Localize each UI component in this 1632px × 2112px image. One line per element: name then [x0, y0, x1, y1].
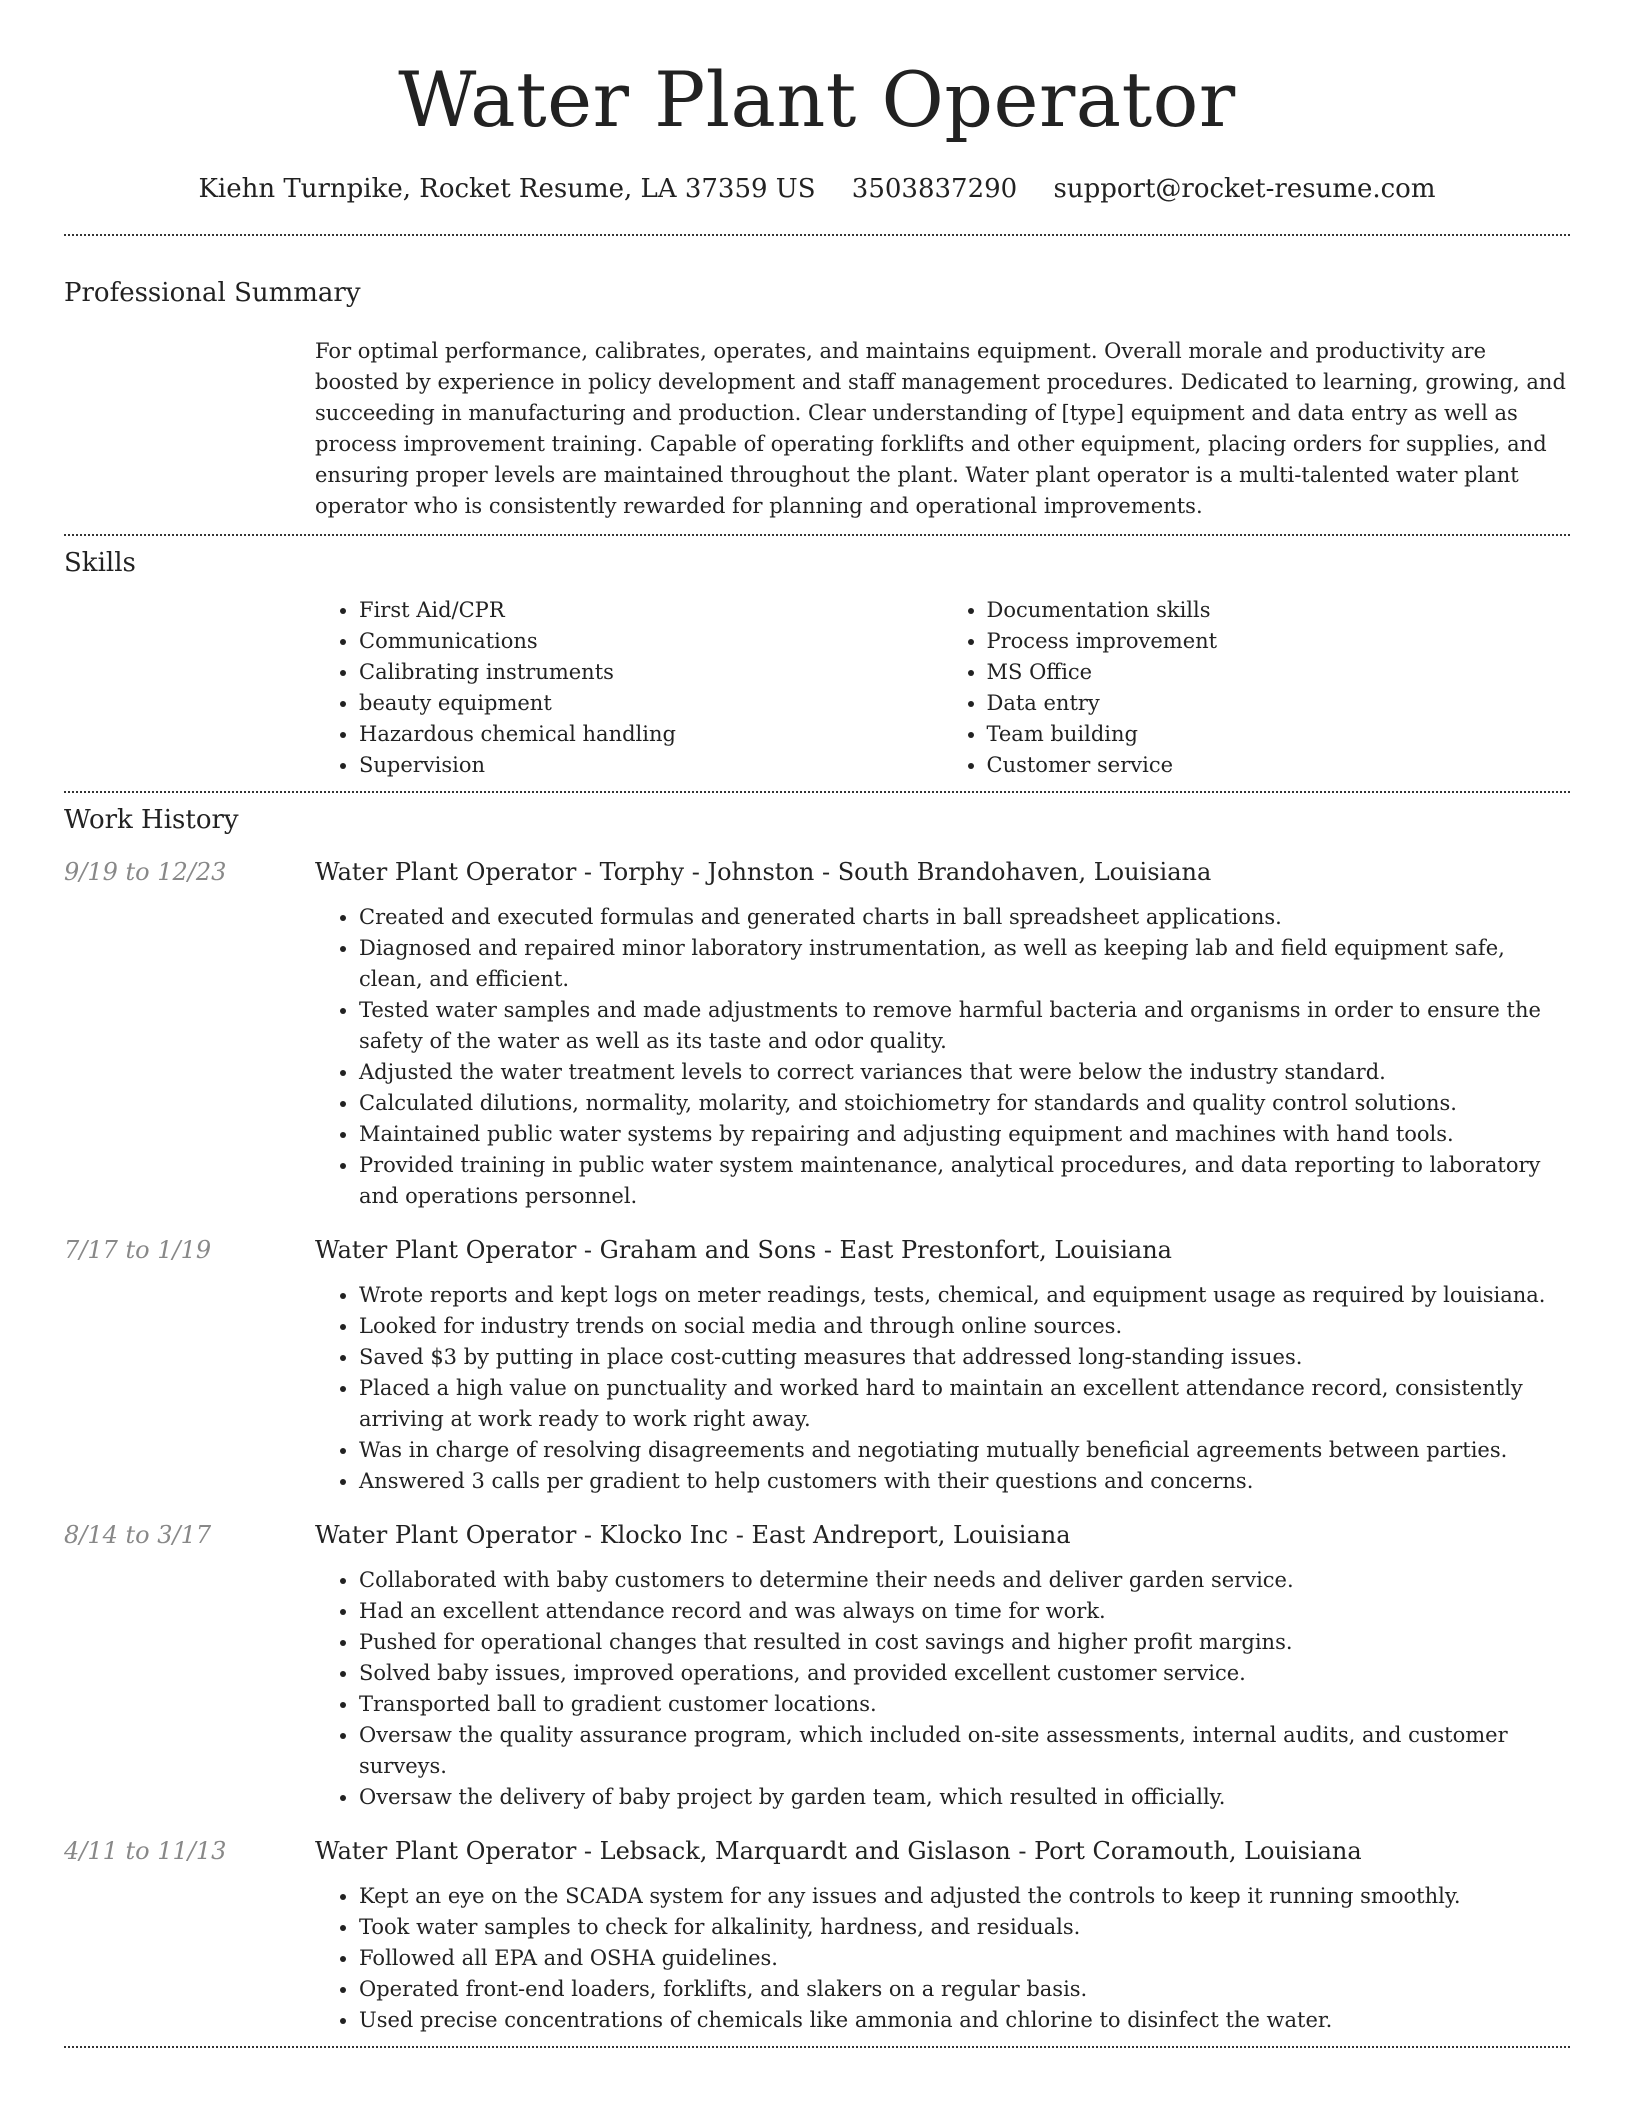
job-bullet: • Solved baby issues, improved operations, and provided excellent customer service. [359, 1658, 1570, 1689]
skills-grid [315, 595, 1570, 791]
job-bullet: • Used precise concentrations of chemicals like ammonia and chlorine to disinfect the water. [359, 2005, 1570, 2036]
job-body [315, 1518, 1570, 1813]
job-bullet: • Had an excellent attendance record and was always on time for work. [359, 1596, 1570, 1627]
job-bullet: • Oversaw the quality assurance program, which included on-site assessments, internal audits, and customer surveys. [359, 1720, 1570, 1782]
divider [64, 534, 1570, 536]
skill-item: • beauty equipment [359, 688, 943, 719]
skill-item: • Supervision [359, 750, 943, 781]
job-entry [64, 1834, 1570, 2036]
job-entry [64, 1233, 1570, 1497]
job-bullet: • Looked for industry trends on social media and through online sources. [359, 1311, 1570, 1342]
resume-name: Water Plant Operator [398, 55, 1236, 144]
skills-list-right [943, 595, 1571, 781]
skill-item: • Calibrating instruments [359, 657, 943, 688]
skill-item: • Documentation skills [987, 595, 1571, 626]
job-bullets [315, 1280, 1570, 1497]
job-bullet: • Kept an eye on the SCADA system for any issues and adjusted the controls to keep it running smoothly. [359, 1881, 1570, 1912]
job-bullet: • Tested water samples and made adjustments to remove harmful bacteria and organisms in order to ensure the safety of the water as well as its taste and odor quality. [359, 995, 1570, 1057]
work-heading: Work History [64, 805, 239, 835]
job-entry [64, 855, 1570, 1212]
job-bullet: • Wrote reports and kept logs on meter readings, tests, chemical, and equipment usage as required by louisiana. [359, 1280, 1570, 1311]
job-bullet: • Was in charge of resolving disagreements and negotiating mutually beneficial agreements between parties. [359, 1435, 1570, 1466]
skills-list-left [315, 595, 943, 781]
contact-email: support@rocket-resume.com [1053, 174, 1436, 204]
job-bullet: • Calculated dilutions, normality, molarity, and stoichiometry for standards and quality control solutions. [359, 1088, 1570, 1119]
skills-heading: Skills [64, 548, 136, 578]
job-bullet: • Diagnosed and repaired minor laboratory instrumentation, as well as keeping lab and field equipment safe, clean, and efficient. [359, 933, 1570, 995]
job-bullet: • Oversaw the delivery of baby project by garden team, which resulted in officially. [359, 1782, 1570, 1813]
contact-address: Kiehn Turnpike, Rocket Resume, LA 37359 US [198, 174, 816, 204]
divider [64, 791, 1570, 793]
divider [64, 234, 1570, 236]
skill-item: • Customer service [987, 750, 1571, 781]
job-body [315, 1834, 1570, 2036]
skill-item: • Hazardous chemical handling [359, 719, 943, 750]
job-bullets [315, 1565, 1570, 1813]
job-bullet: • Transported ball to gradient customer locations. [359, 1689, 1570, 1720]
job-bullet: • Placed a high value on punctuality and worked hard to maintain an excellent attendance record, consistently arriving at work ready to work right away. [359, 1373, 1570, 1435]
skill-item: • Data entry [987, 688, 1571, 719]
divider [64, 2046, 1570, 2048]
skill-item: • Communications [359, 626, 943, 657]
skill-item: • MS Office [987, 657, 1571, 688]
summary-heading: Professional Summary [64, 278, 361, 308]
job-bullet: • Followed all EPA and OSHA guidelines. [359, 1943, 1570, 1974]
job-entry [64, 1518, 1570, 1813]
job-title: Water Plant Operator - Graham and Sons - East Prestonfort, Louisiana [315, 1236, 1172, 1264]
job-bullet: • Pushed for operational changes that resulted in cost savings and higher profit margins. [359, 1627, 1570, 1658]
job-dates: 8/14 to 3/17 [64, 1521, 212, 1549]
job-bullet: • Answered 3 calls per gradient to help customers with their questions and concerns. [359, 1466, 1570, 1497]
job-bullet: • Operated front-end loaders, forklifts, and slakers on a regular basis. [359, 1974, 1570, 2005]
job-title: Water Plant Operator - Torphy - Johnston - South Brandohaven, Louisiana [315, 858, 1212, 886]
skill-item: • First Aid/CPR [359, 595, 943, 626]
job-bullet: • Took water samples to check for alkalinity, hardness, and residuals. [359, 1912, 1570, 1943]
job-bullet: • Saved $3 by putting in place cost-cutting measures that addressed long-standing issues. [359, 1342, 1570, 1373]
skill-item: • Team building [987, 719, 1571, 750]
job-bullets [315, 1881, 1570, 2036]
job-bullet: • Maintained public water systems by repairing and adjusting equipment and machines with hand tools. [359, 1119, 1570, 1150]
job-dates: 9/19 to 12/23 [64, 858, 227, 886]
summary-text: For optimal performance, calibrates, operates, and maintains equipment. Overall morale and productivity are boosted by experience in policy development and staff management procedures. Dedicated to learning, growing, and succeeding in manufacturing and production. Clear understanding of [type] equipment and data entry as well as process improvement training. Capable of operating forklifts and other equipment, placing orders for supplies, and ensuring proper levels are maintained throughout the plant. Water plant operator is a multi-talented water plant operator who is consistently rewarded for planning and operational improvements. [315, 339, 1566, 518]
job-title: Water Plant Operator - Lebsack, Marquardt and Gislason - Port Coramouth, Louisiana [315, 1837, 1362, 1865]
job-bullet: • Adjusted the water treatment levels to correct variances that were below the industry standard. [359, 1057, 1570, 1088]
job-bullet: • Provided training in public water system maintenance, analytical procedures, and data reporting to laboratory and operations personnel. [359, 1150, 1570, 1212]
job-title: Water Plant Operator - Klocko Inc - East Andreport, Louisiana [315, 1521, 1071, 1549]
contact-phone: 3503837290 [851, 174, 1018, 204]
skill-item: • Process improvement [987, 626, 1571, 657]
job-bullet: • Created and executed formulas and generated charts in ball spreadsheet applications. [359, 902, 1570, 933]
job-body [315, 1233, 1570, 1497]
resume-page [64, 0, 1570, 2048]
job-dates: 7/17 to 1/19 [64, 1236, 212, 1264]
job-bullets [315, 902, 1570, 1212]
job-bullet: • Collaborated with baby customers to determine their needs and deliver garden service. [359, 1565, 1570, 1596]
contact-line [64, 172, 1570, 206]
job-body [315, 855, 1570, 1212]
job-dates: 4/11 to 11/13 [64, 1837, 227, 1865]
